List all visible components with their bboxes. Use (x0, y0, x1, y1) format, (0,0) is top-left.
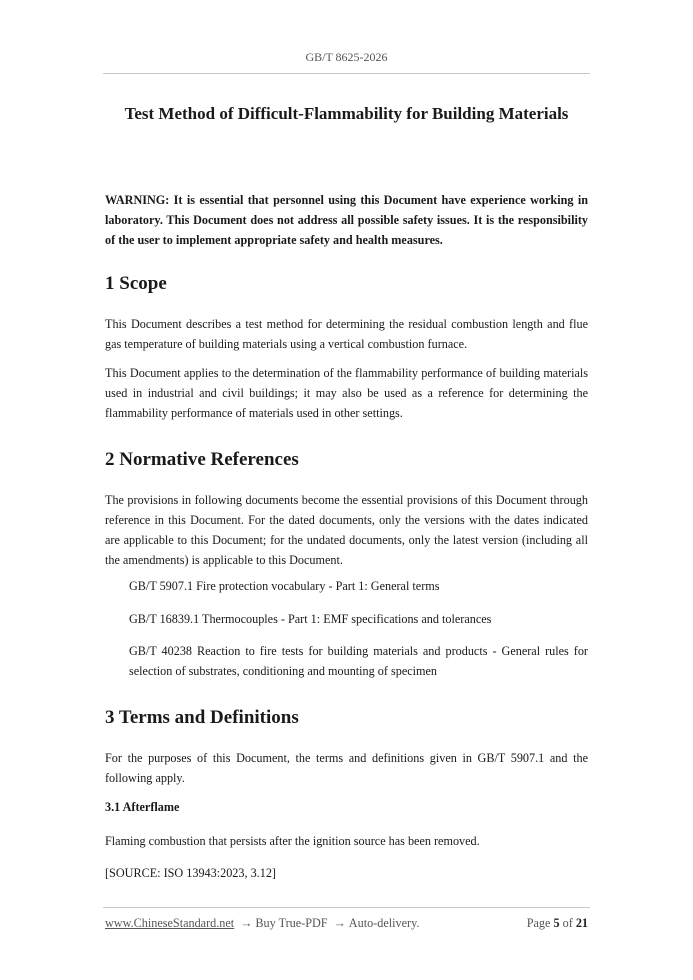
buy-true-pdf-text: Buy True-PDF (255, 916, 328, 930)
page-current: 5 (553, 916, 560, 930)
terms-intro-paragraph: For the purposes of this Document, the terms and definitions given in GB/T 5907.1 and the following apply. (105, 751, 588, 785)
auto-delivery-text: Auto-delivery. (348, 916, 420, 930)
footer-divider (103, 907, 590, 908)
page-of-label: of (562, 916, 573, 930)
page-number (527, 916, 588, 931)
section-heading-terms: 3 Terms and Definitions (105, 707, 299, 728)
reference-item: GB/T 5907.1 Fire protection vocabulary - Part 1: General terms (129, 579, 440, 593)
arrow-right-icon: → (240, 916, 253, 930)
section-heading-normative-references: 2 Normative References (105, 449, 299, 470)
normative-intro-paragraph: The provisions in following documents become the essential provisions of this Document through reference in this Document. For the dated documents, only the versions with the dates indicated are applicable to this Document; for the undated documents, only the latest version (including all the amendments) is applicable to this Document. (105, 493, 588, 567)
document-title: Test Method of Difficult-Flammability for Building Materials (124, 104, 569, 123)
page-label: Page (526, 916, 551, 930)
warning-notice: WARNING: It is essential that personnel using this Document have experience working in laboratory. This Document does not address all possible safety issues. It is the responsibility of the user to implement appropriate safety and health measures. (105, 193, 588, 247)
section-heading-scope: 1 Scope (105, 273, 167, 294)
reference-item: GB/T 16839.1 Thermocouples - Part 1: EMF specifications and tolerances (129, 612, 492, 626)
scope-paragraph-2: This Document applies to the determination of the flammability performance of building materials used in industrial and civil buildings; it may also be used as a reference for determining the flammability performance of materials used in other settings. (105, 366, 588, 420)
afterflame-source: [SOURCE: ISO 13943:2023, 3.12] (105, 866, 276, 880)
scope-paragraph-1: This Document describes a test method for determining the residual combustion length and flue gas temperature of building materials using a vertical combustion furnace. (105, 317, 588, 351)
header-divider (103, 73, 590, 74)
website-link[interactable]: www.ChineseStandard.net (105, 916, 235, 930)
page-total: 21 (575, 916, 588, 930)
afterflame-definition: Flaming combustion that persists after the ignition source has been removed. (105, 834, 480, 848)
footer-promo (105, 916, 419, 931)
document-id: GB/T 8625-2026 (305, 50, 388, 64)
subsection-heading-afterflame: 3.1 Afterflame (105, 800, 180, 814)
reference-item: GB/T 40238 Reaction to fire tests for building materials and products - General rules for selection of substrates, conditioning and mounting of specimen (129, 644, 588, 678)
arrow-right-icon: → (333, 916, 346, 930)
